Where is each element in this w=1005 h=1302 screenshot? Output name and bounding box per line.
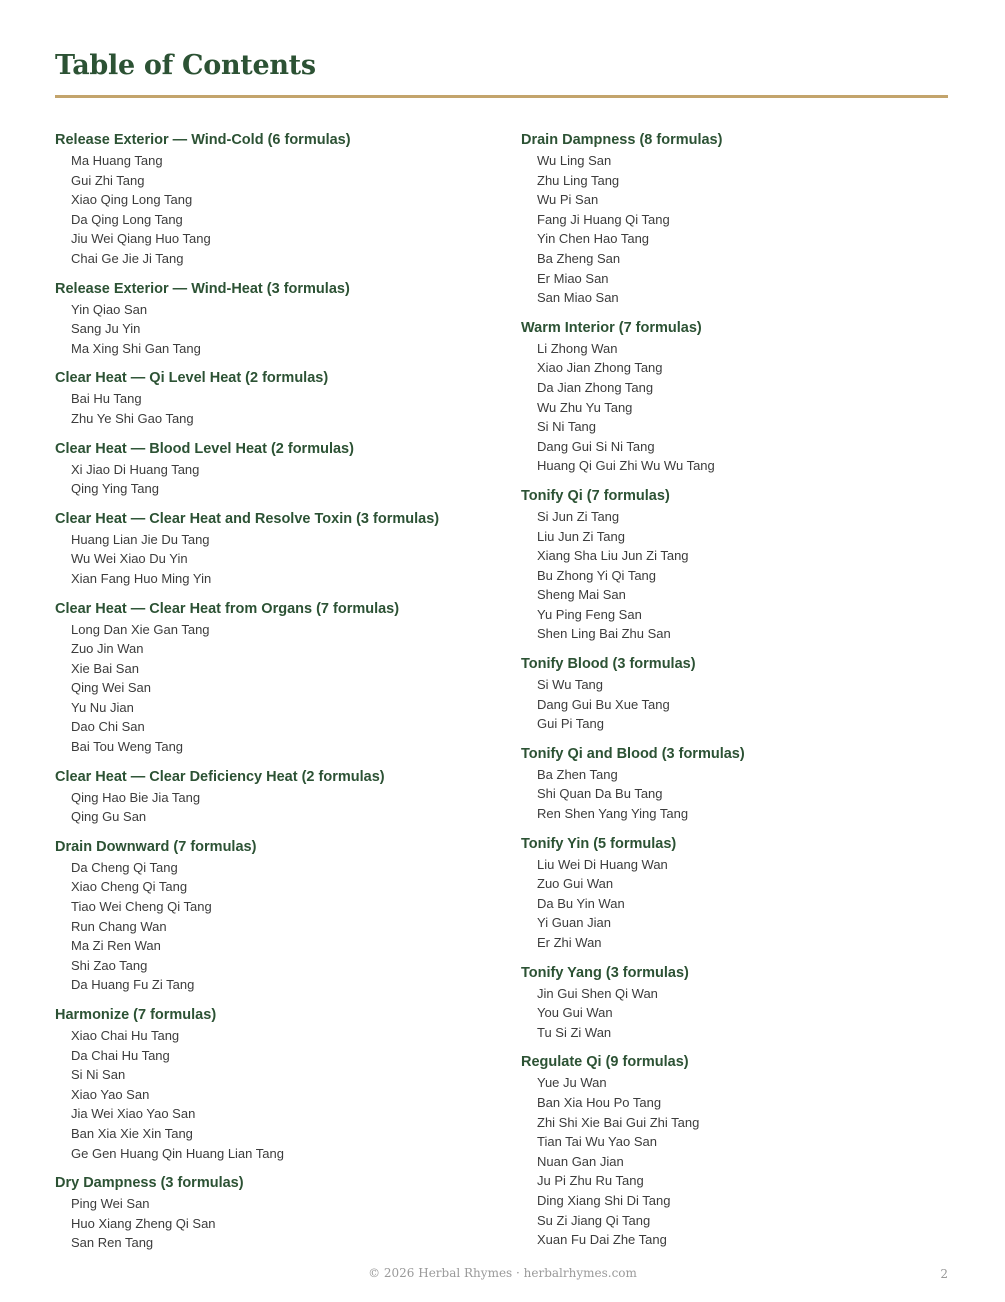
toc-entry[interactable]: Ma Zi Ren Wan xyxy=(71,938,161,954)
toc-entry[interactable]: Qing Ying Tang xyxy=(71,481,159,497)
section-heading[interactable]: Clear Heat — Blood Level Heat (2 formulas) xyxy=(55,440,354,457)
toc-section xyxy=(521,834,961,953)
toc-entry[interactable]: Bu Zhong Yi Qi Tang xyxy=(537,567,657,583)
toc-entry[interactable]: Ge Gen Huang Qin Huang Lian Tang xyxy=(71,1145,284,1161)
toc-entry[interactable]: Bai Hu Tang xyxy=(71,391,142,407)
section-heading[interactable]: Drain Downward (7 formulas) xyxy=(55,838,257,855)
title-divider xyxy=(55,95,948,98)
toc-section xyxy=(521,318,961,476)
toc-entry[interactable]: Xiao Yao San xyxy=(71,1086,150,1102)
toc-entry[interactable]: Wu Ling San xyxy=(537,153,612,168)
toc-entry[interactable]: Ma Huang Tang xyxy=(71,153,163,168)
toc-entry[interactable]: Yue Ju Wan xyxy=(537,1075,607,1091)
toc-entry[interactable]: You Gui Wan xyxy=(537,1005,613,1021)
section-heading[interactable]: Regulate Qi (9 formulas) xyxy=(521,1054,689,1071)
toc-section xyxy=(55,279,495,359)
toc-entry[interactable]: Dang Gui Si Ni Tang xyxy=(537,438,655,454)
toc-entry[interactable]: Er Miao San xyxy=(537,270,609,286)
toc-entry[interactable]: Wu Pi San xyxy=(537,192,599,208)
toc-entry[interactable]: Ba Zheng San xyxy=(537,250,621,266)
toc-entry[interactable]: Huo Xiang Zheng Qi San xyxy=(71,1215,216,1231)
toc-entry[interactable]: Tiao Wei Cheng Qi Tang xyxy=(71,899,212,915)
toc-section xyxy=(521,654,961,734)
page-title: Table of Contents xyxy=(55,50,316,81)
toc-entry[interactable]: Shi Zao Tang xyxy=(71,957,148,973)
section-heading[interactable]: Clear Heat — Clear Heat from Organs (7 formulas) xyxy=(55,600,400,617)
toc-entry[interactable]: Sheng Mai San xyxy=(537,587,626,603)
toc-section xyxy=(521,1052,961,1249)
toc-entry[interactable]: Yin Qiao San xyxy=(71,301,148,317)
section-heading[interactable]: Tonify Yang (3 formulas) xyxy=(521,964,689,981)
toc-entry[interactable]: Ban Xia Hou Po Tang xyxy=(537,1094,662,1110)
page-number: 2 xyxy=(940,1267,948,1281)
toc-entry[interactable]: Ju Pi Zhu Ru Tang xyxy=(537,1173,644,1189)
toc-entry[interactable]: Sang Ju Yin xyxy=(71,321,141,337)
toc-entry[interactable]: Xiao Cheng Qi Tang xyxy=(71,879,188,895)
section-heading[interactable]: Tonify Qi and Blood (3 formulas) xyxy=(521,745,745,762)
toc-section xyxy=(55,837,495,995)
toc-entry[interactable]: San Ren Tang xyxy=(71,1235,154,1251)
toc-entry[interactable]: Ren Shen Yang Ying Tang xyxy=(537,806,689,822)
section-heading[interactable]: Drain Dampness (8 formulas) xyxy=(521,132,723,148)
toc-entry[interactable]: Yi Guan Jian xyxy=(537,915,611,931)
footer-copyright: © 2026 Herbal Rhymes · herbalrhymes.com xyxy=(368,1266,637,1280)
toc-entry[interactable]: Gui Pi Tang xyxy=(537,716,604,732)
section-heading[interactable]: Clear Heat — Clear Heat and Resolve Toxin (3 formulas) xyxy=(55,510,440,527)
toc-entry[interactable]: Tian Tai Wu Yao San xyxy=(537,1134,657,1150)
toc-section xyxy=(55,509,495,589)
toc-entry[interactable]: Ping Wei San xyxy=(71,1196,150,1212)
section-heading[interactable]: Tonify Blood (3 formulas) xyxy=(521,656,696,673)
toc-section xyxy=(55,130,495,269)
toc-section xyxy=(521,744,961,824)
toc-entry[interactable]: Yu Nu Jian xyxy=(71,699,134,715)
toc-entry[interactable]: Si Ni San xyxy=(71,1067,126,1083)
section-heading[interactable]: Harmonize (7 formulas) xyxy=(55,1007,217,1023)
toc-entry[interactable]: Er Zhi Wan xyxy=(537,935,602,950)
toc-entry[interactable]: Wu Wei Xiao Du Yin xyxy=(71,551,188,567)
toc-entry[interactable]: Long Dan Xie Gan Tang xyxy=(71,621,210,637)
toc-entry[interactable]: Shen Ling Bai Zhu San xyxy=(537,626,671,642)
toc-entry[interactable]: Xiao Chai Hu Tang xyxy=(71,1028,180,1043)
toc-entry[interactable]: Zhi Shi Xie Bai Gui Zhi Tang xyxy=(537,1114,700,1130)
toc-entry[interactable]: Ban Xia Xie Xin Tang xyxy=(71,1125,193,1141)
toc-entry[interactable]: Yu Ping Feng San xyxy=(537,606,642,622)
toc-entry[interactable]: Xiang Sha Liu Jun Zi Tang xyxy=(537,548,689,564)
toc-entry[interactable]: Zuo Jin Wan xyxy=(71,641,144,657)
toc-entry[interactable]: Si Jun Zi Tang xyxy=(537,508,620,524)
section-heading[interactable]: Tonify Yin (5 formulas) xyxy=(521,835,677,852)
toc-entry[interactable]: Tu Si Zi Wan xyxy=(537,1024,612,1040)
toc-entry[interactable]: Dao Chi San xyxy=(71,719,145,735)
toc-entry[interactable]: Si Ni Tang xyxy=(537,419,597,435)
toc-entry[interactable]: Da Bu Yin Wan xyxy=(537,895,625,911)
toc-entry[interactable]: Ding Xiang Shi Di Tang xyxy=(537,1192,671,1208)
toc-section xyxy=(521,486,961,644)
toc-entry[interactable]: Da Chai Hu Tang xyxy=(71,1047,170,1063)
toc-entry[interactable]: Huang Lian Jie Du Tang xyxy=(71,531,210,547)
toc-entry[interactable]: Liu Wei Di Huang Wan xyxy=(537,856,668,872)
toc-entry[interactable]: Gui Zhi Tang xyxy=(71,172,145,188)
toc-entry[interactable]: San Miao San xyxy=(537,290,619,306)
section-heading[interactable]: Release Exterior — Wind-Heat (3 formulas) xyxy=(55,280,350,297)
toc-entry[interactable]: Zuo Gui Wan xyxy=(537,876,614,892)
toc-entry[interactable]: Liu Jun Zi Tang xyxy=(537,528,625,544)
toc-entry[interactable]: Jiu Wei Qiang Huo Tang xyxy=(71,231,211,247)
toc-entry[interactable]: Run Chang Wan xyxy=(71,918,167,934)
toc-section xyxy=(55,599,495,757)
toc-entry[interactable]: Su Zi Jiang Qi Tang xyxy=(537,1212,651,1228)
toc-entry[interactable]: Jia Wei Xiao Yao San xyxy=(71,1106,196,1122)
toc-entry[interactable]: Xie Bai San xyxy=(71,660,139,676)
toc-entry[interactable]: Li Zhong Wan xyxy=(537,340,618,356)
section-heading[interactable]: Warm Interior (7 formulas) xyxy=(521,319,702,336)
toc-entry[interactable]: Shi Quan Da Bu Tang xyxy=(537,786,663,802)
toc-entry[interactable]: Qing Gu San xyxy=(71,809,147,825)
toc-entry[interactable]: Da Qing Long Tang xyxy=(71,211,183,227)
toc-entry[interactable]: Wu Zhu Yu Tang xyxy=(537,399,633,415)
toc-entry[interactable]: Chai Ge Jie Ji Tang xyxy=(71,250,184,266)
toc-entry[interactable]: Nuan Gan Jian xyxy=(537,1153,624,1169)
toc-section xyxy=(521,130,961,308)
section-heading[interactable]: Clear Heat — Qi Level Heat (2 formulas) xyxy=(55,370,329,387)
toc-entry[interactable]: Si Wu Tang xyxy=(537,677,604,693)
section-heading[interactable]: Clear Heat — Clear Deficiency Heat (2 formulas) xyxy=(55,768,385,785)
toc-entry[interactable]: Xian Fang Huo Ming Yin xyxy=(71,570,212,586)
toc-section xyxy=(55,439,495,499)
toc-section xyxy=(55,767,495,827)
toc-section xyxy=(521,963,961,1043)
toc-entry[interactable]: Xiao Qing Long Tang xyxy=(71,192,193,208)
toc-entry[interactable]: Xuan Fu Dai Zhe Tang xyxy=(537,1232,667,1248)
section-heading[interactable]: Tonify Qi (7 formulas) xyxy=(521,487,670,504)
toc-entry[interactable]: Da Cheng Qi Tang xyxy=(71,859,178,875)
toc-section xyxy=(55,368,495,428)
toc-entry[interactable]: Da Huang Fu Zi Tang xyxy=(71,977,195,993)
toc-entry[interactable]: Huang Qi Gui Zhi Wu Wu Tang xyxy=(537,458,715,474)
toc-entry[interactable]: Zhu Ling Tang xyxy=(537,172,620,188)
toc-entry[interactable]: Ba Zhen Tang xyxy=(537,766,618,782)
toc-section xyxy=(55,1173,495,1253)
toc-entry[interactable]: Zhu Ye Shi Gao Tang xyxy=(71,410,194,426)
toc-entry[interactable]: Da Jian Zhong Tang xyxy=(537,379,654,395)
toc-entry[interactable]: Dang Gui Bu Xue Tang xyxy=(537,696,670,712)
section-heading[interactable]: Dry Dampness (3 formulas) xyxy=(55,1175,244,1192)
toc-entry[interactable]: Jin Gui Shen Qi Wan xyxy=(537,985,658,1001)
toc-entry[interactable]: Qing Hao Bie Jia Tang xyxy=(71,789,201,805)
toc-entry[interactable]: Ma Xing Shi Gan Tang xyxy=(71,340,201,356)
toc-entry[interactable]: Xiao Jian Zhong Tang xyxy=(537,360,663,376)
toc-entry[interactable]: Qing Wei San xyxy=(71,680,151,696)
toc-entry[interactable]: Fang Ji Huang Qi Tang xyxy=(537,211,670,227)
toc-column-right xyxy=(521,130,961,1260)
section-heading[interactable]: Release Exterior — Wind-Cold (6 formulas) xyxy=(55,132,351,148)
toc-column-left xyxy=(55,130,495,1263)
toc-entry[interactable]: Yin Chen Hao Tang xyxy=(537,231,650,247)
toc-entry[interactable]: Xi Jiao Di Huang Tang xyxy=(71,461,200,477)
toc-section xyxy=(55,1005,495,1163)
toc-entry[interactable]: Bai Tou Weng Tang xyxy=(71,739,184,755)
